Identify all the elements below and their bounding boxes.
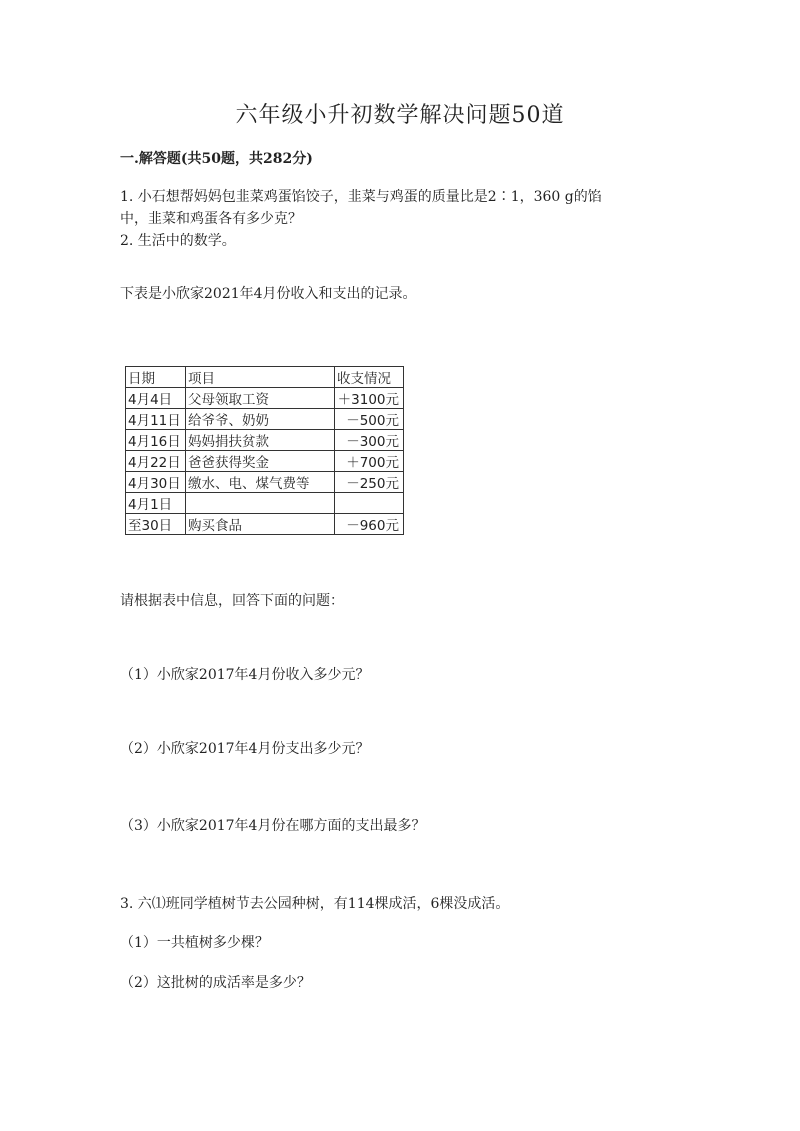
table-header-row [126,367,404,388]
cell-date: 4月4日 [126,388,186,409]
cell-date: 至30日 [126,514,186,535]
question-3-text: 3. 六⑴班同学植树节去公园种树，有114棵成活，6棵没成活。 [120,896,510,912]
question-2-intro: 2. 生活中的数学。 [120,233,236,249]
cell-amount [335,493,404,514]
question-2-sub-1: （1）小欣家2017年4月份收入多少元？ [120,667,370,683]
question-2-sub-3: （3）小欣家2017年4月份在哪方面的支出最多？ [120,818,426,834]
table-row [126,472,404,493]
section-heading: 一.解答题(共50题，共282分) [120,151,313,167]
table-row [126,493,404,514]
table-row [126,409,404,430]
cell-amount: ＋3100元 [335,388,404,409]
cell-item: 给爷爷、奶奶 [186,409,335,430]
table-row [126,388,404,409]
question-2-prompt: 请根据表中信息，回答下面的问题： [120,593,344,609]
cell-amount: －960元 [335,514,404,535]
question-3-sub-2: （2）这批树的成活率是多少？ [120,975,311,991]
cell-amount: －300元 [335,430,404,451]
cell-date: 4月16日 [126,430,186,451]
cell-item: 爸爸获得奖金 [186,451,335,472]
cell-date: 4月22日 [126,451,186,472]
page-title: 六年级小升初数学解决问题50道 [235,103,565,128]
question-2-sub-2: （2）小欣家2017年4月份支出多少元？ [120,741,370,757]
table-row [126,451,404,472]
column-header-item: 项目 [186,367,335,388]
cell-item: 妈妈捐扶贫款 [186,430,335,451]
table-row [126,430,404,451]
question-1-line-2: 中，韭菜和鸡蛋各有多少克？ [120,211,302,227]
cell-date: 4月1日 [126,493,186,514]
cell-item: 缴水、电、煤气费等 [186,472,335,493]
cell-amount: －500元 [335,409,404,430]
cell-item: 父母领取工资 [186,388,335,409]
column-header-date: 日期 [126,367,186,388]
question-1-line-1: 1. 小石想帮妈妈包韭菜鸡蛋馅饺子，韭菜与鸡蛋的质量比是2∶1，360 g的馅 [120,189,602,205]
cell-item [186,493,335,514]
table-caption: 下表是小欣家2021年4月份收入和支出的记录。 [120,286,417,302]
column-header-amount: 收支情况 [335,367,404,388]
question-3-sub-1: （1）一共植树多少棵？ [120,935,269,951]
income-expense-table [125,366,404,535]
cell-item: 购买食品 [186,514,335,535]
cell-date: 4月30日 [126,472,186,493]
cell-amount: －250元 [335,472,404,493]
cell-amount: ＋700元 [335,451,404,472]
cell-date: 4月11日 [126,409,186,430]
table-row [126,514,404,535]
